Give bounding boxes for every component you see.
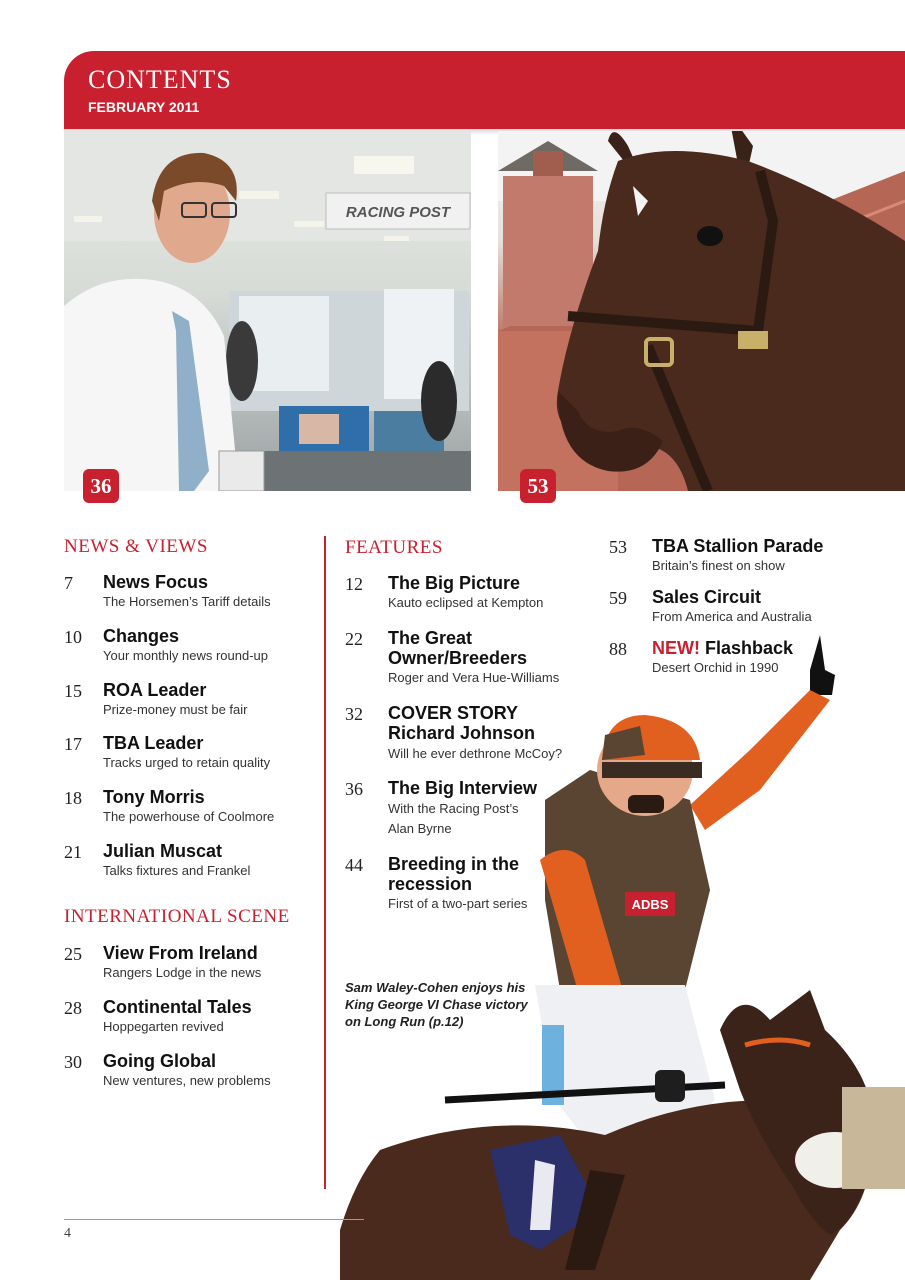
toc-title: Flashback [705, 638, 794, 658]
toc-subtitle: Hoppegarten revived [103, 1019, 224, 1034]
toc-subtitle-line: With the Racing Post’s [388, 801, 519, 816]
toc-title: View From Ireland [103, 943, 258, 963]
toc-title-line: Breeding in the [388, 854, 520, 874]
photo-caption: Sam Waley-Cohen enjoys his King George VI Chase victory on Long Run (p.12) [345, 980, 528, 1029]
toc-page-number: 17 [64, 734, 82, 754]
news-views-heading: NEWS & VIEWS [64, 536, 208, 557]
toc-title: ROA Leader [103, 680, 207, 700]
interview-photo[interactable] [64, 131, 471, 491]
toc-page-number: 30 [64, 1052, 82, 1072]
toc-title: TBA Stallion Parade [652, 536, 824, 556]
toc-title: Going Global [103, 1051, 216, 1071]
page-title: CONTENTS [88, 65, 232, 94]
toc-page-number: 22 [345, 629, 363, 649]
new-kicker: NEW! [652, 638, 700, 658]
decorative-tan-block [842, 1087, 905, 1189]
column-divider [324, 536, 326, 1189]
toc-page-number: 7 [64, 573, 73, 593]
toc-title: The Big Interview [388, 778, 538, 798]
toc-subtitle: Tracks urged to retain quality [103, 755, 271, 770]
toc-page-number: 18 [64, 788, 82, 808]
toc-subtitle: Roger and Vera Hue-Williams [388, 670, 560, 685]
toc-page-number: 12 [345, 574, 363, 594]
toc-page-number: 21 [64, 842, 82, 862]
stallion-photo[interactable] [498, 131, 905, 491]
toc-title: The Big Picture [388, 573, 521, 593]
toc-title-line: Owner/Breeders [388, 648, 528, 668]
toc-subtitle: Your monthly news round-up [103, 648, 269, 663]
toc-title: Sales Circuit [652, 587, 762, 607]
toc-title-wrap [652, 638, 793, 658]
toc-page-number: 15 [64, 681, 82, 701]
toc-page-number: 44 [345, 855, 363, 875]
toc-subtitle: From America and Australia [652, 609, 812, 624]
toc-title: Richard Johnson [388, 723, 536, 743]
racing-post-sign: RACING POST [345, 204, 451, 221]
international-heading: INTERNATIONAL SCENE [64, 906, 290, 927]
toc-title: Continental Tales [103, 997, 252, 1017]
toc-page-number: 53 [609, 537, 627, 557]
toc-page-number: 36 [345, 779, 363, 799]
toc-page-number: 25 [64, 944, 82, 964]
toc-subtitle: Will he ever dethrone McCoy? [388, 746, 563, 761]
horse-head-illustration [498, 131, 905, 491]
toc-page-number: 10 [64, 627, 82, 647]
toc-subtitle: Kauto eclipsed at Kempton [388, 595, 544, 610]
toc-page-number: 32 [345, 704, 363, 724]
toc-subtitle-line: Alan Byrne [388, 821, 452, 836]
toc-title-line: The Great [388, 628, 473, 648]
silks-sponsor-text: ADBS [631, 897, 669, 912]
toc-subtitle: Desert Orchid in 1990 [652, 660, 779, 675]
photo-page-badge: 53 [520, 469, 556, 503]
toc-subtitle: First of a two-part series [388, 896, 528, 911]
toc-subtitle: Britain’s finest on show [652, 558, 785, 573]
page-number: 4 [64, 1226, 71, 1241]
toc-title: Changes [103, 626, 180, 646]
toc-title-line: recession [388, 874, 473, 894]
toc-title: Tony Morris [103, 787, 205, 807]
toc-title: News Focus [103, 572, 209, 592]
contents-header [64, 51, 905, 129]
toc-page-number: 59 [609, 588, 627, 608]
cover-story-kicker: COVER STORY [388, 703, 519, 723]
footer-rule [64, 1219, 364, 1220]
toc-subtitle: The powerhouse of Coolmore [103, 809, 275, 824]
toc-subtitle: The Horsemen’s Tariff details [103, 594, 271, 609]
toc-page-number: 88 [609, 639, 627, 659]
features-heading: FEATURES [345, 537, 443, 558]
toc-subtitle: Prize-money must be fair [103, 702, 248, 717]
issue-date: FEBRUARY 2011 [88, 99, 200, 115]
toc-subtitle: Talks fixtures and Frankel [103, 863, 251, 878]
office-scene-illustration [64, 131, 471, 491]
toc-title: Julian Muscat [103, 841, 223, 861]
toc-title: TBA Leader [103, 733, 204, 753]
toc-subtitle: New ventures, new problems [103, 1073, 271, 1088]
toc-subtitle: Rangers Lodge in the news [103, 965, 262, 980]
photo-page-badge: 36 [83, 469, 119, 503]
toc-page-number: 28 [64, 998, 82, 1018]
